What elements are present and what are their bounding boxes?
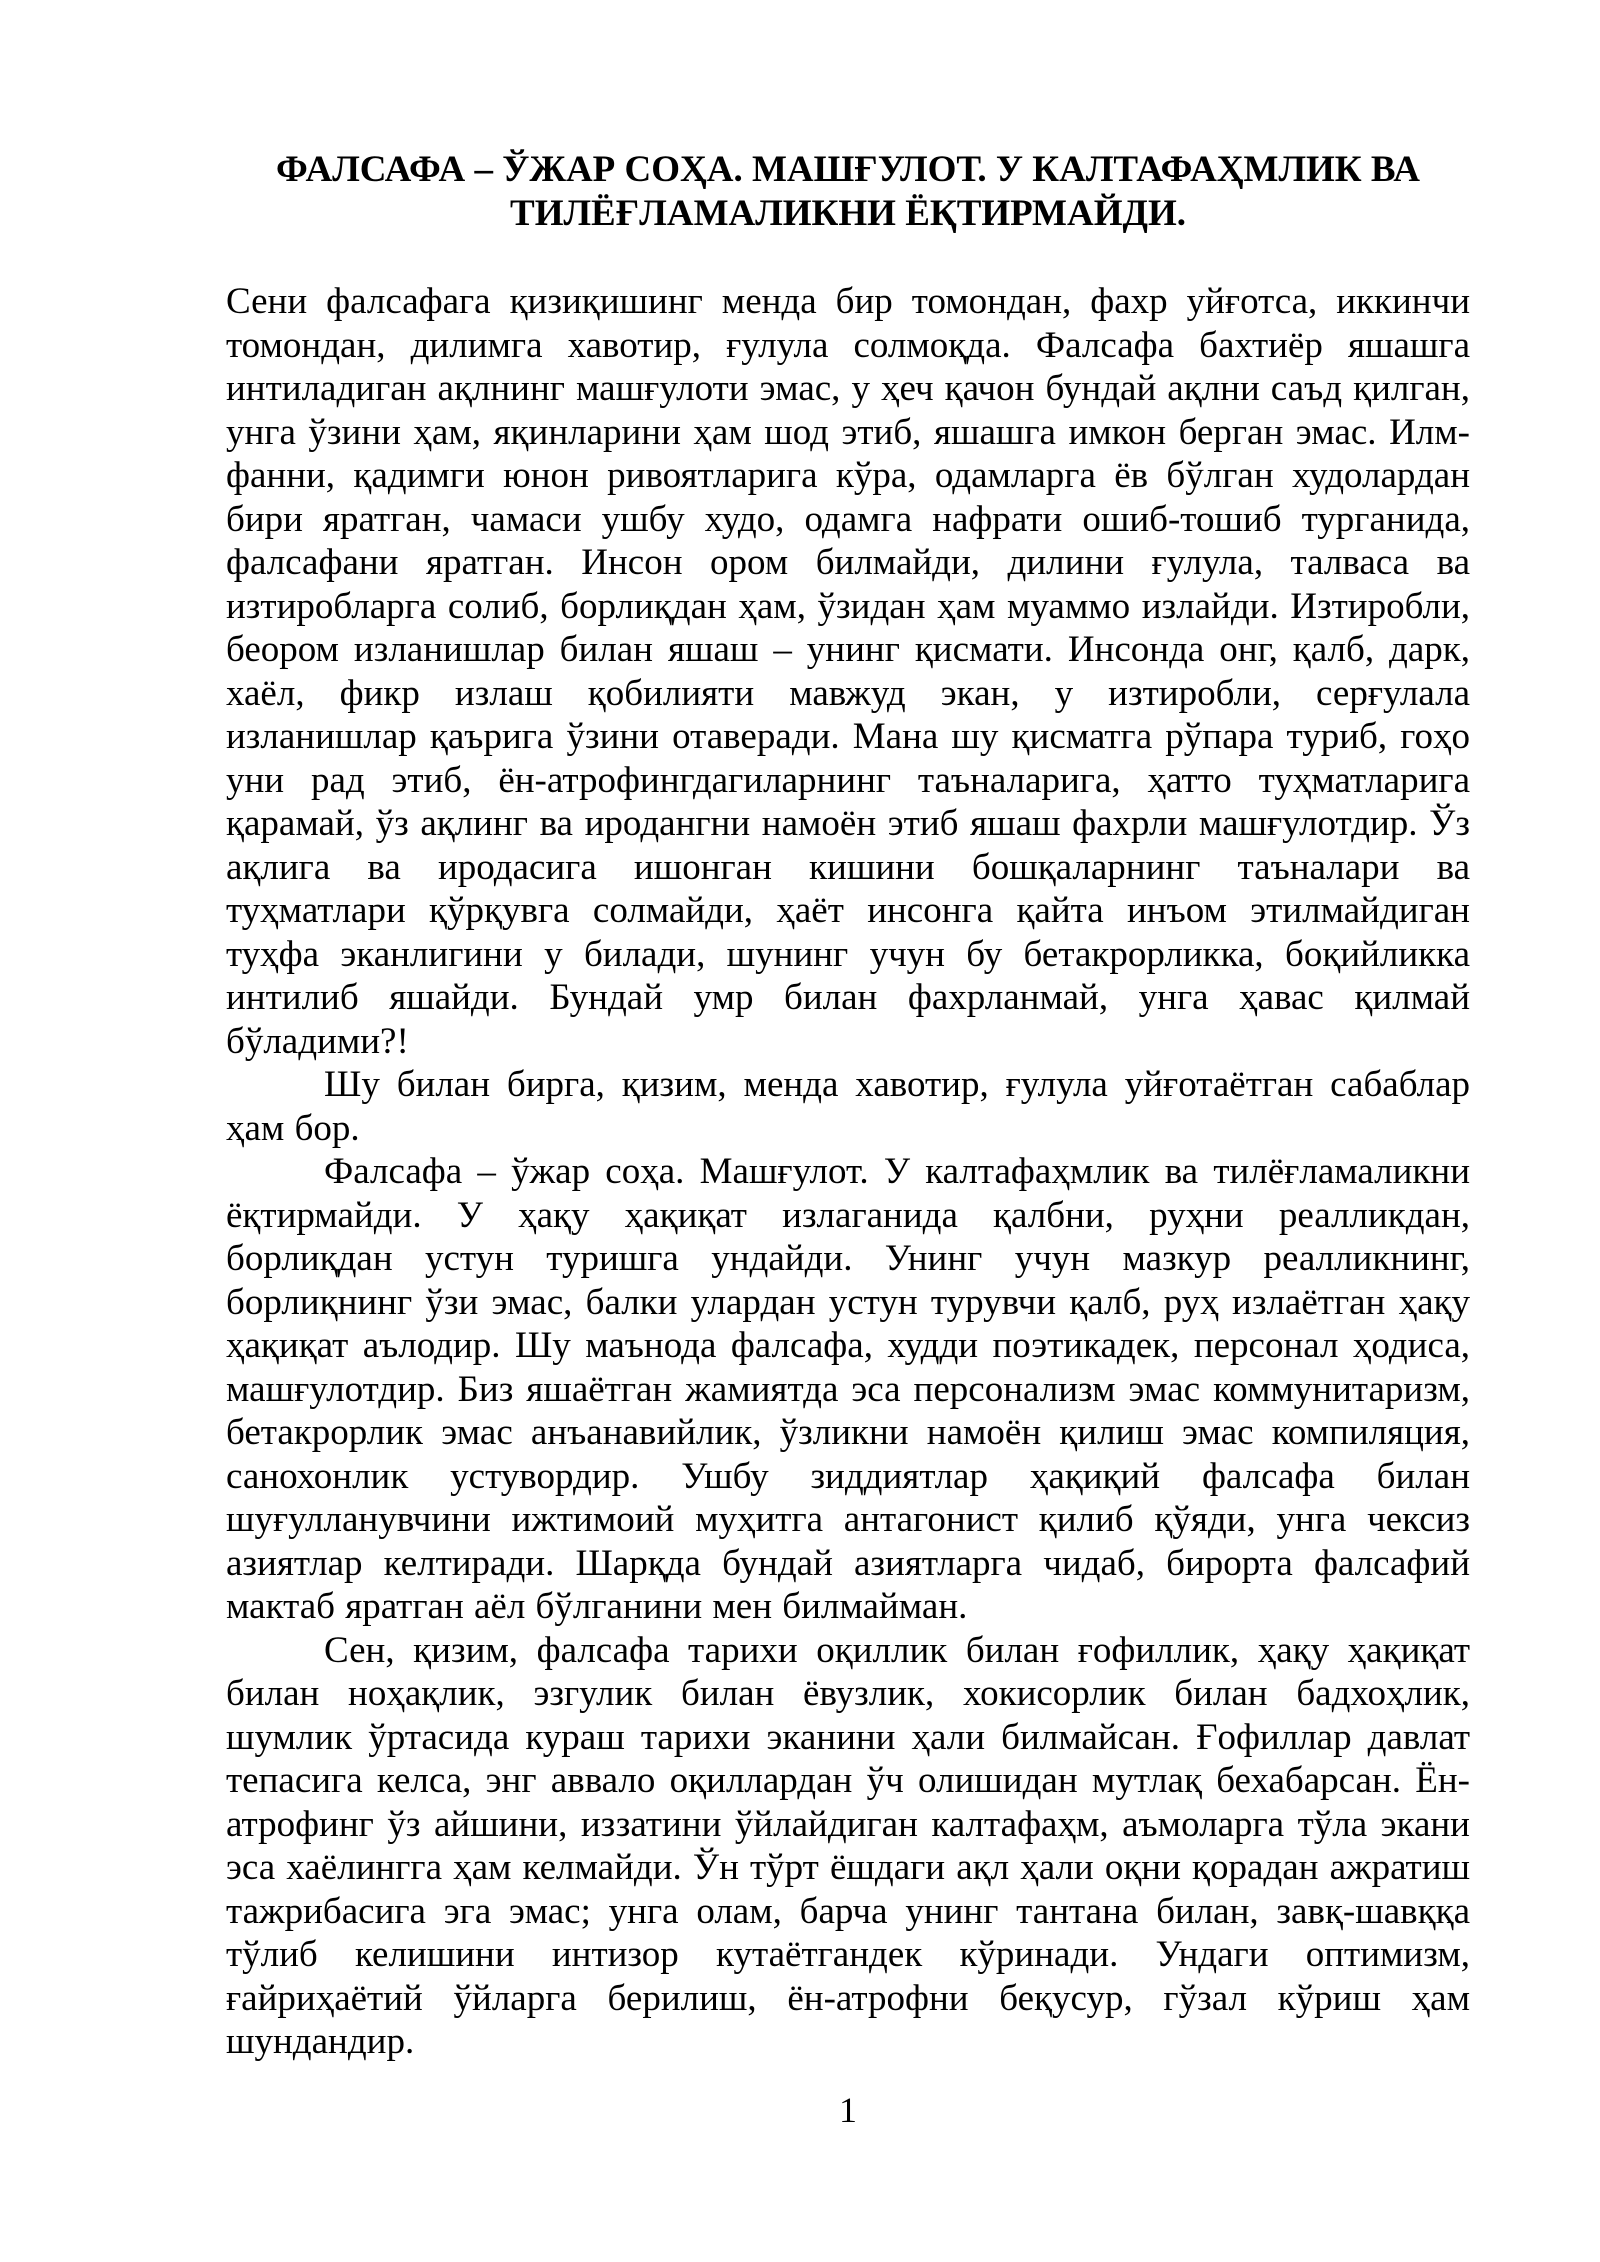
paragraph-philosophy-stubborn: Фалсафа – ўжар соҳа. Машғулот. У калтафаҳмлик ва тилёғламаликни ёқтирмайди. У ҳақу ҳақиқат излаганида қалбни, руҳни реалликдан, борлиқдан устун туришга ундайди. Унинг учун мазкур реалликнинг, борлиқнинг ўзи эмас, балки улардан устун турувчи қалб, руҳ излаётган ҳақу ҳақиқат аълодир. Шу маънода фалсафа, худди поэтикадек, персонал ҳодиса, машғулотдир. Биз яшаётган жамиятда эса персонализм эмас коммунитаризм, бетакрорлик эмас анъанавийлик, ўзликни намоён қилиш эмас компиляция, санохонлик устувордир. Ушбу зиддиятлар ҳақиқий фалсафа билан шуғулланувчини ижтимоий муҳитга антагонист қилиб қўяди, унга чексиз азиятлар келтиради. Шарқда бундай азиятларга чидаб, бирорта фалсафий мактаб яратган аёл бўлганини мен билмайман. xyxy=(226,1151,1470,1627)
paragraph-intro: Сени фалсафага қизиқишинг менда бир томондан, фахр уйғотса, иккинчи томондан, дилимга хавотир, ғулула солмоқда. Фалсафа бахтиёр яшашга интиладиган ақлнинг машғулоти эмас, у ҳеч қачон бундай ақлни саъд қилган, унга ўзини ҳам, яқинларини ҳам шод этиб, яшашга имкон берган эмас. Илм-фанни, қадимги юнон ривоятларига кўра, одамларга ёв бўлган худолардан бири яратган, чамаси ушбу худо, одамга нафрати ошиб-тошиб турганида, фалсафани яратган. Инсон ором билмайди, дилини ғулула, талваса ва изтиробларга солиб, борлиқдан ҳам, ўзидан ҳам муаммо излайди. Изтиробли, беором изланишлар билан яшаш – унинг қисмати. Инсонда онг, қалб, дарк, хаёл, фикр излаш қобилияти мавжуд экан, у изтиробли, серғулала изланишлар қаърига ўзини отаверади. Мана шу қисматга рўпара туриб, гоҳо уни рад этиб, ён-атрофингдагиларнинг таъналарига, ҳатто туҳматларига қарамай, ўз ақлинг ва иродангни намоён этиб яшаш фахрли машғулотдир. Ўз ақлига ва иродасига ишонган кишини бошқаларнинг таъналари ва туҳматлари қўрқувга солмайди, ҳаёт инсонга қайта инъом этилмайдиган туҳфа эканлигини у билади, шунинг учун бу бетакрорликка, боқийликка интилиб яшайди. Бундай умр билан фахрланмай, унга ҳавас қилмай бўладими?! xyxy=(226,281,1470,1062)
paragraph-concern: Шу билан бирга, қизим, менда хавотир, ғулула уйғотаётган сабаблар ҳам бор. xyxy=(226,1064,1470,1149)
title-line-2: ТИЛЁҒЛАМАЛИКНИ ЁҚТИРМАЙДИ. xyxy=(510,193,1186,234)
paragraph-history-of-philosophy: Сен, қизим, фалсафа тарихи оқиллик билан ғофиллик, ҳақу ҳақиқат билан ноҳақлик, эзгулик билан ёвузлик, хокисорлик билан бадхоҳлик, шумлик ўртасида кураш тарихи эканини ҳали билмайсан. Ғофиллар давлат тепасига келса, энг аввало оқиллардан ўч олишидан мутлақ бехабарсан. Ён-атрофинг ўз айшини, иззатини ўйлайдиган калтафаҳм, аъмоларга тўла экани эса хаёлингга ҳам келмайди. Ўн тўрт ёшдаги ақл ҳали оқни қорадан ажратиш тажрибасига эга эмас; унга олам, барча унинг тантана билан, завқ-шавққа тўлиб келишини интизор кутаётгандек кўринади. Ундаги оптимизм, ғайриҳаётий ўйларга берилиш, ён-атрофни беқусур, гўзал кўриш ҳам шундандир. xyxy=(226,1629,1470,2062)
page-number: 1 xyxy=(839,2090,857,2130)
document-title xyxy=(226,148,1470,236)
title-line-1: ФАЛСАФА – ЎЖАР СОҲА. МАШҒУЛОТ. У КАЛТАФАҲМЛИК ВА xyxy=(276,149,1420,190)
